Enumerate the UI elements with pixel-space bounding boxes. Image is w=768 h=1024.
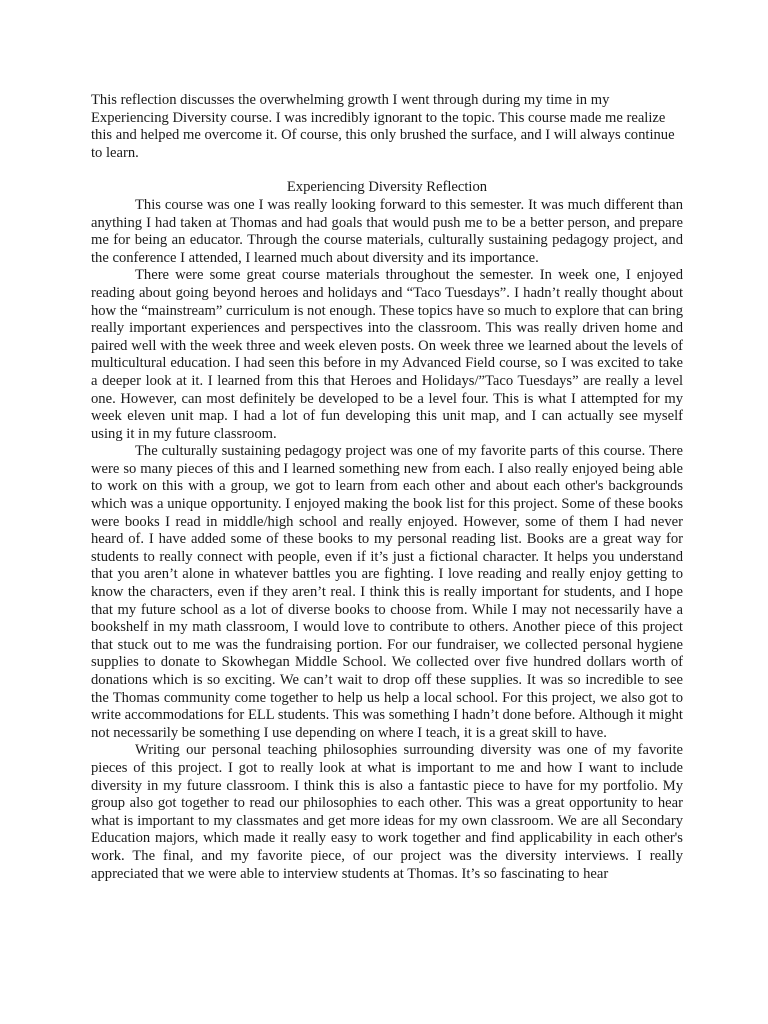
body-paragraph: This course was one I was really looking forward to this semester. It was much different than anything I had taken at Thomas and had goals that would push me to be a better person, and prepare me for being an educator. Through the course materials, culturally sustaining pedagogy project, and the conference I attended, I learned much about diversity and its importance. [91, 196, 683, 266]
abstract-paragraph: This reflection discusses the overwhelming growth I went through during my time in my Experiencing Diversity course. I was incredibly ignorant to the topic. This course made me realize this and helped me overcome it. Of course, this only brushed the surface, and I will always continue to learn. [91, 92, 675, 161]
body-paragraph: The culturally sustaining pedagogy project was one of my favorite parts of this course. There were so many pieces of this and I learned something new from each. I also really enjoyed being able to work on this with a group, we got to learn from each other and about each other's backgrounds which was a unique opportunity. I enjoyed making the book list for this project. Some of these books were books I read in middle/high school and really enjoyed. However, some of them I had never heard of. I have added some of these books to my personal reading list. Books are a great way for students to really connect with people, even if it’s just a fictional character. It helps you understand that you aren’t alone in whatever battles you are fighting. I love reading and really enjoy getting to know the characters, even if they aren’t real. I think this is really important for students, and I hope that my future school as a lot of diverse books to choose from. While I may not necessarily have a bookshelf in my math classroom, I would love to contribute to others. Another piece of this project that stuck out to me was the fundraising portion. For our fundraiser, we collected personal hygiene supplies to donate to Skowhegan Middle School. We collected over five hundred dollars worth of donations which is so exciting. We can’t wait to drop off these supplies. It was so incredible to see the Thomas community come together to help us help a local school. For this project, we also got to write accommodations for ELL students. This was something I hadn’t done before. Although it might not necessarily be something I use depending on where I teach, it is a great skill to have. [91, 443, 683, 741]
document-title: Experiencing Diversity Reflection [286, 179, 488, 196]
document-page [91, 92, 683, 883]
body-paragraph: There were some great course materials throughout the semester. In week one, I enjoyed reading about going beyond heroes and holidays and “Taco Tuesdays”. I hadn’t really thought about how the “mainstream” curriculum is not enough. These topics have so much to explore that can bring really important experiences and perspectives into the classroom. This was really driven home and paired well with the week three and week eleven posts. On week three we learned about the levels of multicultural education. I had seen this before in my Advanced Field course, so I was excited to take a deeper look at it. I learned from this that Heroes and Holidays/”Taco Tuesdays” are really a level one. However, can most definitely be developed to be a level four. This is what I attempted for my week eleven unit map. I had a lot of fun developing this unit map, and I can actually see myself using it in my future classroom. [91, 267, 683, 442]
body-paragraph: Writing our personal teaching philosophies surrounding diversity was one of my favorite pieces of this project. I got to really look at what is important to me and how I want to include diversity in my future classroom. I think this is also a fantastic piece to have for my portfolio. My group also got together to read our philosophies to each other. This was a great opportunity to hear what is important to my classmates and get more ideas for my own classroom. We are all Secondary Education majors, which made it really easy to work together and find applicability in each other's work. The final, and my favorite piece, of our project was the diversity interviews. I really appreciated that we were able to interview students at Thomas. It’s so fascinating to hear [91, 742, 683, 882]
